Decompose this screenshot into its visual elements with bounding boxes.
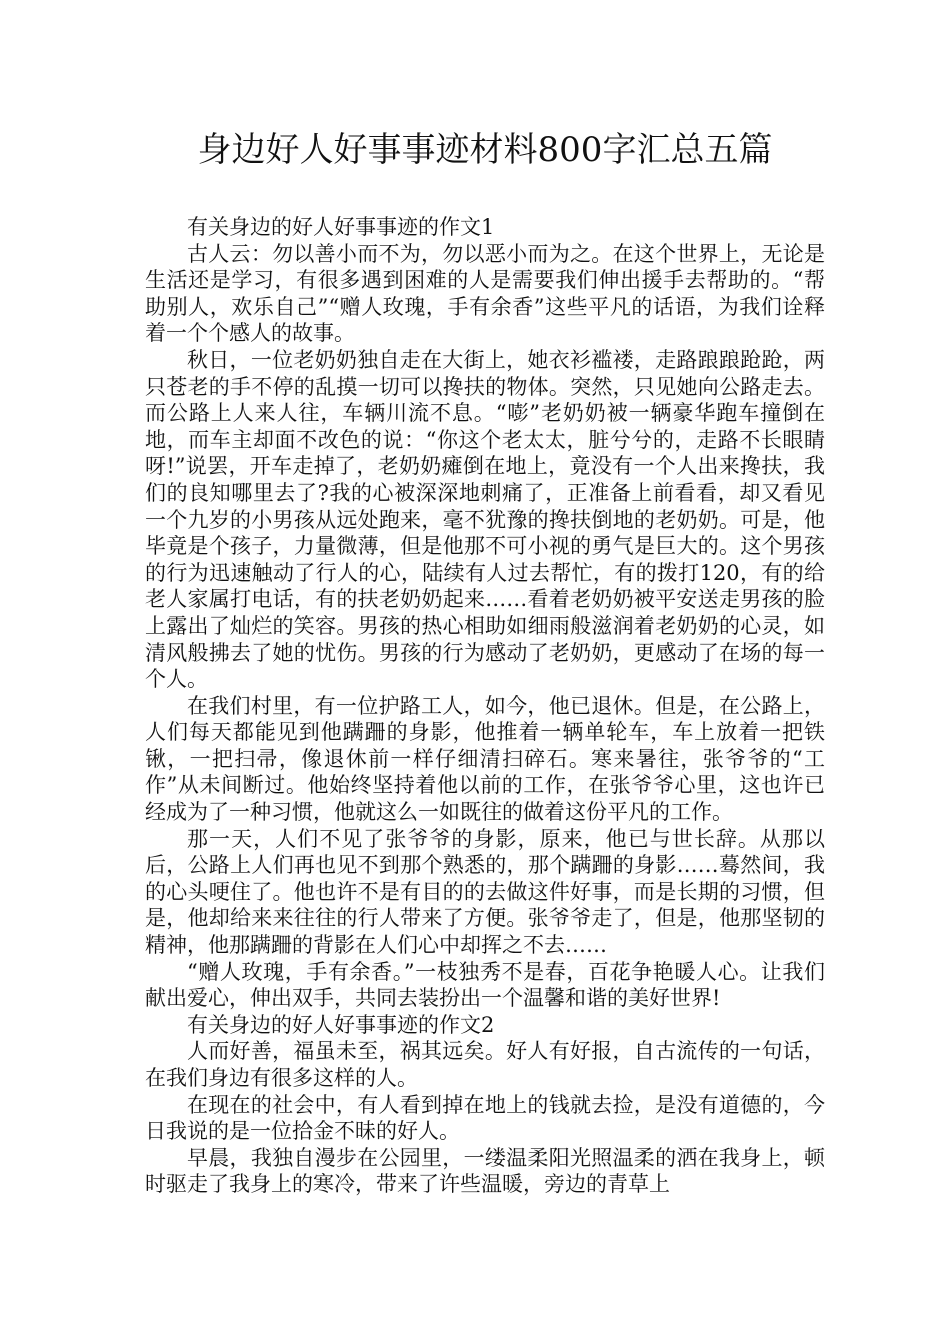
paragraph: 在现在的社会中，有人看到掉在地上的钱就去捡，是没有道德的，今日我说的是一位拾金不昧的好人。 xyxy=(145,1092,825,1144)
paragraph: 那一天，人们不见了张爷爷的身影，原来，他已与世长辞。从那以后，公路上人们再也见不到那个熟悉的，那个蹒跚的身影……蓦然间，我的心头哽住了。他也许不是有目的的去做这件好事，而是长期的习惯，但是，他却给来来往往的行人带来了方便。张爷爷走了，但是，他那坚韧的精神，他那蹒跚的背影在人们心中却挥之不去…… xyxy=(145,826,825,958)
paragraph: 古人云：勿以善小而不为，勿以恶小而为之。在这个世界上，无论是生活还是学习，有很多遇到困难的人是需要我们伸出援手去帮助的。“帮助别人，欢乐自己”“赠人玫瑰，手有余香”这些平凡的话语，为我们诠释着一个个感人的故事。 xyxy=(145,241,825,346)
paragraph: 秋日，一位老奶奶独自走在大街上，她衣衫褴褛，走路踉踉跄跄，两只苍老的手不停的乱摸一切可以搀扶的物体。突然，只见她向公路走去。而公路上人来人往，车辆川流不息。“嘭”老奶奶被一辆豪华跑车撞倒在地，而车主却面不改色的说：“你这个老太太，脏兮兮的，走路不长眼睛呀!”说罢，开车走掉了，老奶奶瘫倒在地上，竟没有一个人出来搀扶，我们的良知哪里去了?我的心被深深地刺痛了，正准备上前看看，却又看见一个九岁的小男孩从远处跑来，毫不犹豫的搀扶倒地的老奶奶。可是，他毕竟是个孩子，力量微薄，但是他那不可小视的勇气是巨大的。这个男孩的行为迅速触动了行人的心，陆续有人过去帮忙，有的拨打120，有的给老人家属打电话，有的扶老奶奶起来……看着老奶奶被平安送走男孩的脸上露出了灿烂的笑容。男孩的热心相助如细雨般滋润着老奶奶的心灵，如清风般拂去了她的忧伤。男孩的行为感动了老奶奶，更感动了在场的每一个人。 xyxy=(145,347,825,692)
document-title: 身边好人好事事迹材料800字汇总五篇 xyxy=(197,130,773,170)
document-page xyxy=(145,120,825,1198)
section-heading: 有关身边的好人好事事迹的作文1 xyxy=(187,215,495,239)
paragraph: 人而好善，福虽未至，祸其远矣。好人有好报，自古流传的一句话，在我们身边有很多这样的人。 xyxy=(145,1039,825,1090)
paragraph: “赠人玫瑰，手有余香。”一枝独秀不是春，百花争艳暖人心。让我们献出爱心，伸出双手，共同去装扮出一个温馨和谐的美好世界! xyxy=(145,959,825,1011)
paragraph: 在我们村里，有一位护路工人，如今，他已退休。但是，在公路上，人们每天都能见到他蹒跚的身影，他推着一辆单轮车，车上放着一把铁锹，一把扫帚，像退休前一样仔细清扫碎石。寒来暑往，张爷爷的“工作”从未间断过。他始终坚持着他以前的工作，在张爷爷心里，这也许已经成为了一种习惯，他就这么一如既往的做着这份平凡的工作。 xyxy=(145,693,825,825)
paragraph: 早晨，我独自漫步在公园里，一缕温柔阳光照温柔的洒在我身上，顿时驱走了我身上的寒冷，带来了许些温暖，旁边的青草上 xyxy=(145,1145,825,1197)
section-heading: 有关身边的好人好事事迹的作文2 xyxy=(187,1012,495,1037)
